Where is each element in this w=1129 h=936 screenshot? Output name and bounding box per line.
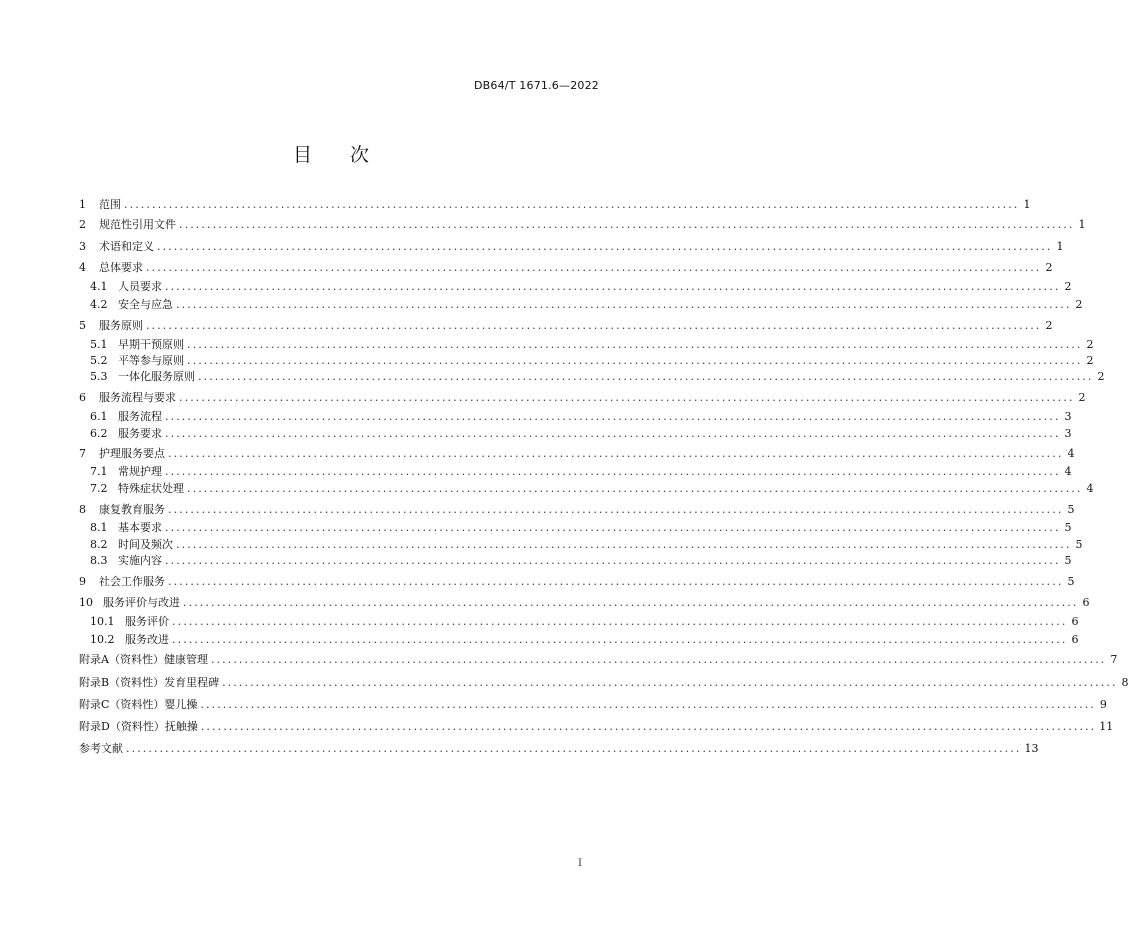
toc-entry-label	[79, 448, 165, 459]
toc-entry[interactable]	[79, 720, 1114, 733]
toc-entry-title: 附录A（资料性）健康管理	[79, 653, 208, 666]
toc-entry-number: 8.1	[90, 521, 108, 534]
toc-entry-page: 6	[1071, 633, 1079, 646]
toc-entry-number: 10.2	[90, 633, 115, 646]
toc-leader-dots: ................................................................................................................................................................	[200, 720, 1097, 733]
toc-entry-label	[79, 721, 198, 732]
toc-leader-dots: ................................................................................................................................................................	[172, 633, 1068, 646]
toc-entry-number: 6	[79, 391, 86, 404]
toc-entry-title: 时间及频次	[118, 538, 173, 551]
toc-leader-dots: ................................................................................................................................................................	[165, 554, 1061, 567]
toc-entry-page: 11	[1099, 720, 1114, 733]
toc-entry[interactable]	[79, 482, 1094, 495]
title-char-1: 目	[292, 144, 312, 166]
toc-entry-number: 7	[79, 447, 86, 460]
toc-entry-title: 范围	[99, 198, 121, 211]
toc-entry[interactable]	[79, 575, 1075, 588]
standard-code: DB64/T 1671.6—2022	[473, 79, 599, 92]
toc-leader-dots: ................................................................................................................................................................	[165, 410, 1061, 423]
toc-entry-page: 2	[1086, 338, 1094, 351]
toc-entry-page: 1	[1056, 240, 1064, 253]
toc-entry[interactable]	[79, 261, 1053, 274]
toc-entry-page: 2	[1064, 280, 1072, 293]
toc-entry-label	[90, 355, 184, 366]
toc-entry-label	[79, 699, 197, 710]
toc-entry[interactable]	[79, 198, 1031, 211]
toc-entry[interactable]	[79, 370, 1105, 383]
title-char-2: 次	[350, 144, 370, 166]
toc-entry-number: 4	[79, 261, 86, 274]
toc-entry-title: 术语和定义	[99, 240, 154, 253]
toc-entry-label	[90, 299, 173, 310]
toc-entry-title: 服务评价	[125, 615, 169, 628]
toc-entry-label	[90, 411, 162, 422]
toc-entry-page: 2	[1097, 370, 1105, 383]
toc-leader-dots: ................................................................................................................................................................	[165, 427, 1061, 440]
toc-entry-page: 7	[1110, 653, 1118, 666]
toc-entry-page: 1	[1078, 218, 1086, 231]
toc-entry[interactable]	[79, 298, 1083, 311]
toc-entry-label	[90, 634, 169, 645]
toc-entry-label	[79, 597, 180, 608]
toc-entry-number: 8.2	[90, 538, 108, 551]
toc-entry-label	[79, 241, 154, 252]
toc-entry-page: 2	[1045, 261, 1053, 274]
toc-entry-label	[79, 392, 176, 403]
toc-entry[interactable]	[79, 596, 1090, 609]
toc-entry-title: 服务流程	[118, 410, 162, 423]
toc-entry-title: 总体要求	[99, 261, 143, 274]
toc-entry-label	[90, 616, 169, 627]
toc-entry-label	[90, 281, 162, 292]
toc-entry-title: 特殊症状处理	[118, 482, 184, 495]
toc-entry-title: 基本要求	[118, 521, 162, 534]
toc-entry-title: 附录C（资料性）婴儿操	[79, 698, 198, 711]
toc-leader-dots: ................................................................................................................................................................	[187, 338, 1083, 351]
toc-entry-page: 1	[1023, 198, 1031, 211]
toc-entry-label	[90, 483, 184, 494]
toc-entry-title: 社会工作服务	[99, 575, 165, 588]
toc-entry-number: 5.1	[90, 338, 108, 351]
toc-leader-dots: ................................................................................................................................................................	[126, 742, 1022, 755]
toc-entry-page: 5	[1067, 575, 1075, 588]
toc-entry-title: 早期干预原则	[118, 338, 184, 351]
toc-entry-page: 6	[1082, 596, 1090, 609]
toc-entry-label	[79, 219, 176, 230]
toc-entry-label	[79, 576, 165, 587]
toc-leader-dots: ................................................................................................................................................................	[124, 198, 1020, 211]
page-title	[0, 140, 662, 167]
toc-leader-dots: ................................................................................................................................................................	[172, 615, 1068, 628]
toc-leader-dots: ................................................................................................................................................................	[168, 575, 1064, 588]
toc-entry-page: 2	[1075, 298, 1083, 311]
toc-entry[interactable]	[79, 742, 1039, 755]
toc-entry-title: 附录B（资料性）发育里程碑	[79, 676, 220, 689]
toc-entry-number: 7.2	[90, 482, 108, 495]
toc-entry[interactable]	[79, 410, 1072, 423]
toc-entry-title: 一体化服务原则	[118, 370, 195, 383]
toc-leader-dots: ................................................................................................................................................................	[168, 503, 1064, 516]
toc-entry[interactable]	[79, 354, 1094, 367]
toc-entry[interactable]	[79, 465, 1072, 478]
toc-entry-page: 4	[1067, 447, 1075, 460]
toc-entry-number: 4.2	[90, 298, 108, 311]
toc-entry-page: 4	[1086, 482, 1094, 495]
toc-leader-dots: ................................................................................................................................................................	[176, 538, 1072, 551]
toc-entry-number: 3	[79, 240, 86, 253]
toc-entry-number: 10	[79, 596, 93, 609]
toc-leader-dots: ................................................................................................................................................................	[198, 370, 1094, 383]
toc-leader-dots: ................................................................................................................................................................	[187, 482, 1083, 495]
toc-entry-number: 8	[79, 503, 86, 516]
toc-entry[interactable]	[79, 698, 1107, 711]
toc-entry-title: 服务评价与改进	[103, 596, 180, 609]
toc-entry-label	[79, 199, 121, 210]
toc-entry-title: 平等参与原则	[118, 354, 184, 367]
toc-entry-page: 5	[1075, 538, 1083, 551]
toc-leader-dots: ................................................................................................................................................................	[200, 698, 1096, 711]
toc-entry-number: 2	[79, 218, 86, 231]
toc-entry-label	[79, 677, 219, 688]
toc-leader-dots: ................................................................................................................................................................	[183, 596, 1079, 609]
toc-entry[interactable]	[79, 427, 1072, 440]
toc-entry[interactable]	[79, 447, 1075, 460]
toc-entry-number: 5.2	[90, 354, 108, 367]
toc-entry-title: 康复教育服务	[99, 503, 165, 516]
toc-entry-page: 5	[1064, 554, 1072, 567]
toc-leader-dots: ................................................................................................................................................................	[179, 391, 1075, 404]
toc-entry-number: 5	[79, 319, 86, 332]
toc-entry-number: 9	[79, 575, 86, 588]
toc-leader-dots: ................................................................................................................................................................	[146, 319, 1042, 332]
toc-entry-number: 10.1	[90, 615, 115, 628]
toc-leader-dots: ................................................................................................................................................................	[165, 521, 1061, 534]
toc-entry-page: 3	[1064, 427, 1072, 440]
toc-leader-dots: ................................................................................................................................................................	[165, 280, 1061, 293]
toc-entry-label	[79, 743, 123, 754]
toc-entry-title: 服务原则	[99, 319, 143, 332]
toc-entry-page: 2	[1086, 354, 1094, 367]
toc-entry-label	[79, 262, 143, 273]
toc-entry-page: 13	[1024, 742, 1039, 755]
toc-entry-label	[79, 320, 143, 331]
toc-entry-title: 参考文献	[79, 742, 123, 755]
toc-entry[interactable]	[79, 218, 1086, 231]
toc-entry[interactable]	[79, 653, 1118, 666]
toc-leader-dots: ................................................................................................................................................................	[168, 447, 1064, 460]
toc-entry[interactable]	[79, 338, 1094, 351]
toc-entry-number: 1	[79, 198, 86, 211]
toc-entry-page: 5	[1064, 521, 1072, 534]
toc-leader-dots: ................................................................................................................................................................	[146, 261, 1042, 274]
toc-entry-label	[79, 654, 208, 665]
toc-entry-title: 护理服务要点	[99, 447, 165, 460]
toc-entry[interactable]	[79, 319, 1053, 332]
toc-entry-title: 规范性引用文件	[99, 218, 176, 231]
toc-entry[interactable]	[79, 391, 1086, 404]
toc-leader-dots: ................................................................................................................................................................	[165, 465, 1061, 478]
toc-entry[interactable]	[79, 280, 1072, 293]
toc-entry-label	[90, 339, 184, 350]
toc-entry-number: 8.3	[90, 554, 108, 567]
toc-leader-dots: ................................................................................................................................................................	[157, 240, 1053, 253]
toc-entry-number: 6.2	[90, 427, 108, 440]
toc-entry-page: 9	[1099, 698, 1107, 711]
toc-entry-number: 5.3	[90, 370, 108, 383]
toc-entry-label	[90, 555, 162, 566]
toc-entry-label	[90, 522, 162, 533]
toc-entry[interactable]	[79, 521, 1072, 534]
toc-entry-title: 服务要求	[118, 427, 162, 440]
toc-entry-page: 8	[1121, 676, 1129, 689]
toc-entry[interactable]	[79, 503, 1075, 516]
toc-leader-dots: ................................................................................................................................................................	[210, 653, 1107, 666]
toc-entry-label	[90, 466, 162, 477]
toc-entry-title: 人员要求	[118, 280, 162, 293]
toc-entry-label	[90, 428, 162, 439]
toc-entry-number: 7.1	[90, 465, 108, 478]
toc-entry-label	[90, 539, 173, 550]
toc-entry-title: 实施内容	[118, 554, 162, 567]
toc-entry-title: 服务流程与要求	[99, 391, 176, 404]
toc-entry-page: 2	[1078, 391, 1086, 404]
toc-entry-page: 6	[1071, 615, 1079, 628]
toc-entry-page: 2	[1045, 319, 1053, 332]
toc-entry-label	[79, 504, 165, 515]
toc-entry[interactable]	[79, 554, 1072, 567]
page-number: I	[578, 858, 582, 869]
toc-entry-number: 6.1	[90, 410, 108, 423]
toc-entry-title: 常规护理	[118, 465, 162, 478]
toc-leader-dots: ................................................................................................................................................................	[222, 676, 1118, 689]
toc-entry[interactable]	[79, 240, 1064, 253]
toc-entry-number: 4.1	[90, 280, 108, 293]
toc-leader-dots: ................................................................................................................................................................	[176, 298, 1072, 311]
toc-leader-dots: ................................................................................................................................................................	[179, 218, 1075, 231]
toc-entry[interactable]	[79, 676, 1129, 689]
toc-entry-title: 附录D（资料性）抚触操	[79, 720, 198, 733]
toc-entry-page: 3	[1064, 410, 1072, 423]
toc-leader-dots: ................................................................................................................................................................	[187, 354, 1083, 367]
toc-entry-page: 5	[1067, 503, 1075, 516]
toc-entry-title: 服务改进	[125, 633, 169, 646]
toc-entry[interactable]	[79, 615, 1079, 628]
toc-entry[interactable]	[79, 633, 1079, 646]
toc-entry[interactable]	[79, 538, 1083, 551]
toc-entry-title: 安全与应急	[118, 298, 173, 311]
toc-entry-page: 4	[1064, 465, 1072, 478]
toc-entry-label	[90, 371, 195, 382]
